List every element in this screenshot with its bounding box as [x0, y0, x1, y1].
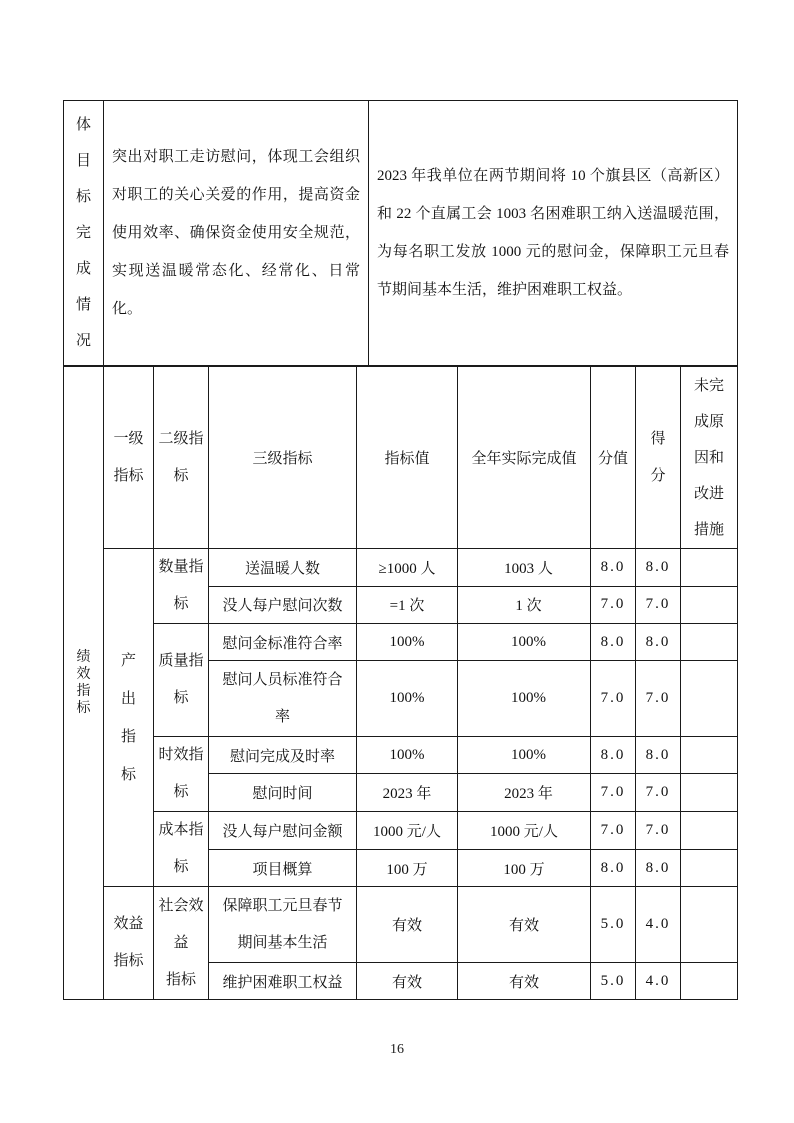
table-cell-target: 100% — [357, 661, 458, 737]
table-cell-target: 有效 — [357, 887, 458, 963]
table-cell-score: 5.0 — [591, 887, 636, 963]
table-cell-reason — [681, 549, 738, 587]
table-cell-score: 8.0 — [591, 549, 636, 587]
table-cell-actual: 1003 人 — [458, 549, 591, 587]
table-cell-reason — [681, 887, 738, 963]
table-cell-score: 7.0 — [591, 812, 636, 850]
table-row — [64, 624, 738, 661]
table-row — [64, 887, 738, 963]
table-cell-reason — [681, 812, 738, 850]
table-cell-actual: 有效 — [458, 963, 591, 1000]
table-cell-target: 100% — [357, 737, 458, 774]
table-row — [64, 737, 738, 774]
table-cell-reason — [681, 850, 738, 887]
table-cell-target: ≥1000 人 — [357, 549, 458, 587]
table-cell-gained: 7.0 — [636, 661, 681, 737]
level1-benefit-cell: 效益 指标 — [104, 887, 154, 1000]
table-cell-actual: 有效 — [458, 887, 591, 963]
table-cell-actual: 2023 年 — [458, 774, 591, 812]
table-cell-level3: 送温暖人数 — [209, 549, 357, 587]
table-cell-gained: 7.0 — [636, 774, 681, 812]
table-cell-target: =1 次 — [357, 586, 458, 624]
indicator-table — [63, 366, 738, 1000]
table-row — [64, 812, 738, 850]
table-cell-reason — [681, 737, 738, 774]
table-cell-score: 7.0 — [591, 586, 636, 624]
table-cell-gained: 8.0 — [636, 549, 681, 587]
level2-timeliness-cell: 时效指 标 — [154, 737, 209, 812]
table-cell-level3: 维护困难职工权益 — [209, 963, 357, 1000]
table-cell-target: 100 万 — [357, 850, 458, 887]
table-cell-reason — [681, 963, 738, 1000]
table-cell-level3: 没人每户慰问次数 — [209, 586, 357, 624]
table-row — [64, 101, 738, 366]
table-cell-gained: 8.0 — [636, 737, 681, 774]
table-cell-level3: 慰问人员标准符合 率 — [209, 661, 357, 737]
page-number: 16 — [390, 1042, 404, 1057]
level2-quantity-cell: 数量指 标 — [154, 549, 209, 624]
table-cell-target: 2023 年 — [357, 774, 458, 812]
table-cell-reason — [681, 661, 738, 737]
table-header-row — [64, 367, 738, 549]
table-cell-actual: 100% — [458, 661, 591, 737]
header-target-value: 指标值 — [357, 367, 458, 549]
level2-social-cell: 社会效 益 指标 — [154, 887, 209, 1000]
table-row — [64, 549, 738, 587]
document-page — [63, 100, 737, 1000]
level1-output-cell — [104, 549, 154, 887]
level1-output-label: 产 出 指 标 — [120, 652, 136, 783]
table-cell-target: 1000 元/人 — [357, 812, 458, 850]
table-cell-score: 7.0 — [591, 661, 636, 737]
header-gained: 得 分 — [636, 367, 681, 549]
table-cell-level3: 慰问金标准符合率 — [209, 624, 357, 661]
perf-indicator-label-cell — [64, 367, 104, 1000]
level2-quality-cell: 质量指 标 — [154, 624, 209, 737]
table-cell-gained: 4.0 — [636, 963, 681, 1000]
table-cell-score: 5.0 — [591, 963, 636, 1000]
table-cell-level3: 项目概算 — [209, 850, 357, 887]
goal-target-text: 突出对职工走访慰问，体现工会组织对职工的关心关爱的作用，提高资金使用效率、确保资金使用安全规范，实现送温暖常态化、经常化、日常化。 — [104, 101, 369, 366]
perf-indicator-label: 绩 效 指 标 — [76, 650, 91, 716]
level2-cost-cell: 成本指 标 — [154, 812, 209, 887]
table-cell-actual: 100% — [458, 624, 591, 661]
table-cell-gained: 7.0 — [636, 812, 681, 850]
goal-completion-table — [63, 100, 738, 366]
goal-row-label-cell — [64, 101, 104, 366]
header-level2: 二级指 标 — [154, 367, 209, 549]
table-cell-level3: 慰问时间 — [209, 774, 357, 812]
table-cell-actual: 100% — [458, 737, 591, 774]
table-cell-gained: 7.0 — [636, 586, 681, 624]
table-cell-score: 8.0 — [591, 624, 636, 661]
table-cell-gained: 8.0 — [636, 850, 681, 887]
table-cell-score: 7.0 — [591, 774, 636, 812]
table-cell-score: 8.0 — [591, 850, 636, 887]
header-score: 分值 — [591, 367, 636, 549]
goal-row-label: 体 目 标 完 成 情 况 — [75, 117, 91, 349]
table-cell-reason — [681, 774, 738, 812]
table-cell-score: 8.0 — [591, 737, 636, 774]
header-level3: 三级指标 — [209, 367, 357, 549]
table-cell-reason — [681, 586, 738, 624]
header-actual-value: 全年实际完成值 — [458, 367, 591, 549]
header-level1: 一级 指标 — [104, 367, 154, 549]
table-cell-actual: 1000 元/人 — [458, 812, 591, 850]
table-cell-actual: 1 次 — [458, 586, 591, 624]
table-cell-target: 有效 — [357, 963, 458, 1000]
table-cell-level3: 慰问完成及时率 — [209, 737, 357, 774]
table-cell-target: 100% — [357, 624, 458, 661]
header-reason: 未完 成原 因和 改进 措施 — [681, 367, 738, 549]
table-cell-reason — [681, 624, 738, 661]
table-cell-actual: 100 万 — [458, 850, 591, 887]
table-cell-level3: 保障职工元旦春节 期间基本生活 — [209, 887, 357, 963]
table-cell-gained: 4.0 — [636, 887, 681, 963]
goal-completion-text: 2023 年我单位在两节期间将 10 个旗县区（高新区）和 22 个直属工会 1003 名困难职工纳入送温暖范围，为每名职工发放 1000 元的慰问金，保障职工元旦春节期间基本生活，维护困难职工权益。 — [369, 101, 738, 366]
table-cell-level3: 没人每户慰问金额 — [209, 812, 357, 850]
table-cell-gained: 8.0 — [636, 624, 681, 661]
